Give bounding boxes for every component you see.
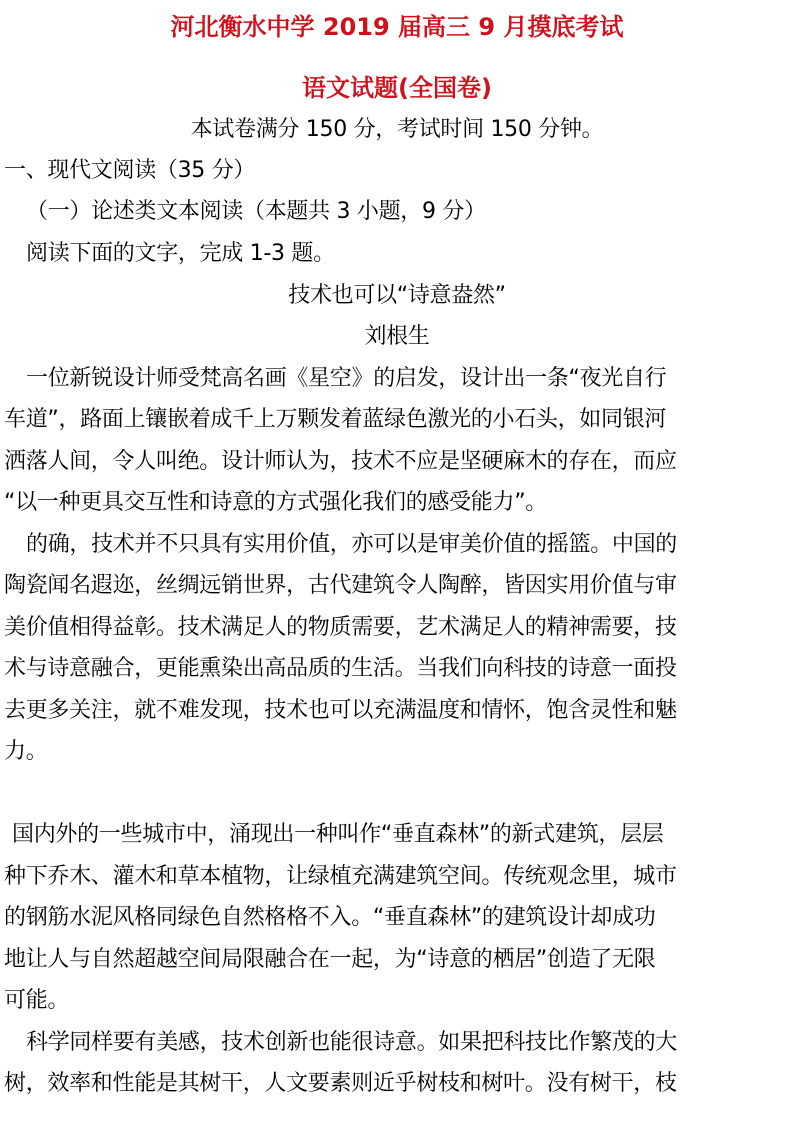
subject-title: 语文试题(全国卷) — [302, 74, 492, 102]
exam-note: 本试卷满分 150 分，考试时间 150 分钟。 — [190, 117, 604, 142]
section-heading: 一、现代文阅读（35 分） — [4, 158, 256, 183]
article-line: 术与诗意融合，更能熏染出高品质的生活。当我们向科技的诗意一面投 — [4, 656, 677, 681]
article-line: 国内外的一些城市中，涌现出一种叫作“垂直森林”的新式建筑，层层 — [12, 822, 664, 847]
exam-title: 河北衡水中学 2019 届高三 9 月摸底考试 — [170, 13, 624, 41]
article-line: 树，效率和性能是其树干，人文要素则近乎树枝和树叶。没有树干，枝 — [4, 1071, 677, 1096]
article-line: 地让人与自然超越空间局限融合在一起，为“诗意的栖居”创造了无限 — [4, 947, 656, 972]
article-line: 力。 — [4, 739, 48, 764]
article-title: 技术也可以“诗意盎然” — [288, 283, 506, 308]
article-line: 可能。 — [4, 988, 70, 1013]
article-line: 的确，技术并不只具有实用价值，亦可以是审美价值的摇篮。中国的 — [26, 532, 678, 557]
article-line: 美价值相得益彰。技术满足人的物质需要，艺术满足人的精神需要，技 — [4, 615, 677, 640]
article-line: 陶瓷闻名遐迩，丝绸远销世界，古代建筑令人陶醉，皆因实用价值与审 — [4, 573, 677, 598]
article-line: 一位新锐设计师受梵高名画《星空》的启发，设计出一条“夜光自行 — [26, 366, 667, 391]
article-author: 刘根生 — [364, 324, 430, 349]
reading-instruction: 阅读下面的文字，完成 1-3 题。 — [26, 241, 335, 266]
article-line: 洒落人间，令人叫绝。设计师认为，技术不应是坚硬麻木的存在，而应 — [4, 449, 677, 474]
article-line: 种下乔木、灌木和草本植物，让绿植充满建筑空间。传统观念里，城市 — [4, 864, 677, 889]
article-line: 的钢筋水泥风格同绿色自然格格不入。“垂直森林”的建筑设计却成功 — [4, 905, 656, 930]
subsection-heading: （一）论述类文本阅读（本题共 3 小题，9 分） — [26, 199, 486, 224]
article-line: 科学同样要有美感，技术创新也能很诗意。如果把科技比作繁茂的大 — [26, 1030, 678, 1055]
article-line: 去更多关注，就不难发现，技术也可以充满温度和情怀，饱含灵性和魅 — [4, 698, 677, 723]
article-line: “以一种更具交互性和诗意的方式强化我们的感受能力”。 — [4, 490, 547, 515]
article-line: 车道”，路面上镶嵌着成千上万颗发着蓝绿色激光的小石头，如同银河 — [4, 407, 667, 432]
